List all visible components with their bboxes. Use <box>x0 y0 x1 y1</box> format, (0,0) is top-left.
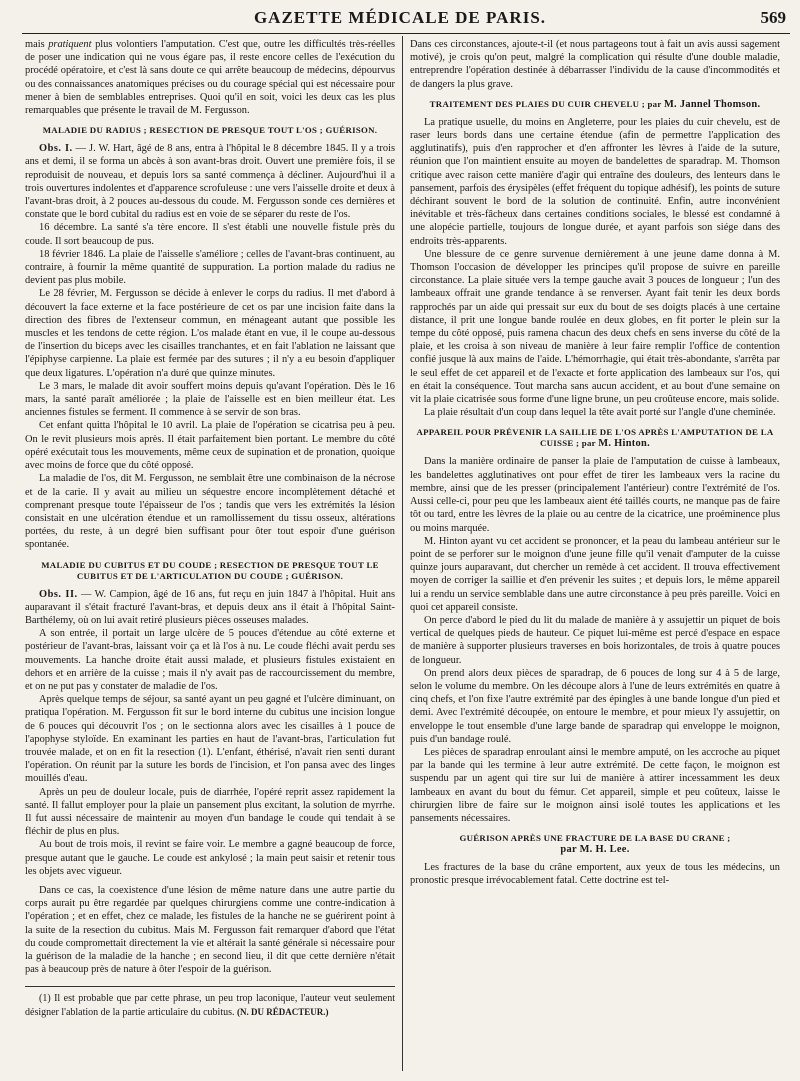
heading-skull-fracture: GUÉRISON APRÈS UNE FRACTURE DE LA BASE DU CRANE ; par M. H. Lee. <box>459 833 731 856</box>
heading-cubitus: MALADIE DU CUBITUS ET DU COUDE ; RESECTION DE PRESQUE TOUT LE CUBITUS ET DE L'ARTICULATION DU COUDE ; GUÉRISON. <box>41 559 379 581</box>
paragraph-strips: On prend alors deux pièces de sparadrap, de 6 pouces de long sur 4 à 5 de large, selon le volume du membre. On les découpe alors à l'une de leurs extrémités en quatre à cinq chefs, et l'on fixe l'autre extrémité par des épingles à une bande longue d'un pied et demi. Avec l'extrémité découpée, on entoure le membre, et pour mieux l'y assujettir, on enveloppe le tout ensemble d'une large bande de sparadrap qui enveloppe le moignon, puis d'un bandage roulé. <box>410 667 780 745</box>
paragraph-method: Dans la manière ordinaire de panser la plaie de l'amputation de cuisse à lambeaux, les bandelettes agglutinatives ont pour effet de tirer les lambeaux vers la racine du membre, ainsi que de les presser (principalement l'antérieur) contre l'extrémité de l'os. Aussi celle-ci, pour peu que les lambeaux aient été taillés courts, ne manque pas de faire tôt ou tard, entre les lèvres de la plaie ou au centre de la cicatrice, une proéminence plus ou moins marquée. <box>410 456 780 534</box>
footnote-signature: (N. DU RÉDACTEUR.) <box>237 1006 329 1017</box>
footnote: (1) Il est probable que par cette phrase, un peu trop laconique, l'auteur veut seulement désigner l'ablation de la partie articulaire du cubitus. (N. DU RÉDACTEUR.) <box>25 993 395 1018</box>
paragraph-three-months: Au bout de trois mois, il revint se faire voir. Le membre a gagné beaucoup de force, presque autant que le gauche. Le coude est ankylosé ; la main peut saisir et retenir tous les objets avec vigueur. <box>25 839 395 877</box>
paragraph-case: Une blessure de ce genre survenue dernièrement à une jeune dame donna à M. Thomson l'occasion de développer les principes qu'il propose de suivre en pareille circonstance. La plaie située vers la tempe gauche avait 3 pouces de longueur ; l'un des lambeaux offrait une grande tendance à se renverser. Ayant fait tenir les deux bords rapprochés par un aide qui pressait sur eux du bout de ses doigts placés à une certaine distance, il prit une longue bande roulée en deux globes, en fit porter le plein sur la tempe du côté opposé, puis ramena chacun des deux chefs en sens inverse du côté de la plaie, et les croisa à son niveau de manière à leur faire remplir l'office de contention confié jusque là aux mains de l'aide. L'hémorrhagie, qui était très-abondante, s'arrêta par le seul effet de cet appareil et de l'exacte et forte application des lambeaux sur l'os, qui en était la conséquence. Tout marcha sans aucun accident, et au bout d'une semaine on vit la plaie cicatrisée sous forme d'une ligne brune, un peu croûteuse encore, mais solide. <box>410 248 780 406</box>
journal-title: GAZETTE MÉDICALE DE PARIS. <box>253 8 547 27</box>
observation-1: Obs. I. — J. W. Hart, âgé de 8 ans, entra à l'hôpital le 8 décembre 1845. Il y a trois ans et demi, il se forma un abcès à son avant-bras droit. Ouvert une première fois, il se reproduisit de nouveau, et depuis lors sa santé commença à décliner. Aujourd'hui il a trois ouvertures indolentes et d'apparence scrofuleuse : une vers l'aisselle droite et deux à l'avant-bras droit, à 2 pouces au-dessous du coude. M. Fergusson sonde ces dernières et constate que le bord cubital du radius est en voie de se séparer du reste de l'os. <box>25 143 395 221</box>
footnote-rule <box>25 986 395 987</box>
paragraph-after-fever: Après un peu de douleur locale, puis de diarrhée, l'opéré reprit assez rapidement la santé. Il fallut employer pour la plaie un pansement plus excitant, la solution de myrrhe. Il fut aussi nécessaire de maintenir au moyen d'un bandage le coude qui tendait à se fléchir de plus en plus. <box>25 786 395 838</box>
paragraph-bed-foot: On perce d'abord le pied du lit du malade de manière à y assujettir un piquet de bois vertical de quelques pieds de hauteur. Ce piquet lui-même est percé d'espace en espace de manière à supporter plusieurs traverses en bois horizontales, de trois à quatre pouces de longueur. <box>410 614 780 666</box>
intro-paragraph: mais pratiquent plus volontiers l'amputation. C'est que, outre les difficultés très-réelles de poser une indication qui ne vous égare pas, il reste encore celles de l'exécution du procédé opératoire, et c'est là sans doute ce qui arrête beaucoup de médecins, dépourvus ou des connaissances anatomiques précises ou du courage spécial qui est nécessaire pour mener à bien de semblables entreprises. Quoi qu'il en soit, voici les deux cas les plus remarquables que présente le travail de M. Fergusson. <box>25 39 395 117</box>
paragraph-practice: La pratique usuelle, du moins en Angleterre, pour les plaies du cuir chevelu, est de raser leurs bords dans une certaine étendue (afin de permettre l'application des agglutinatifs), puis d'en rapprocher et d'en affronter les lèvres à l'aide de la suture, réunion que l'on maintient ensuite au moyen de bandelettes de sparadrap. M. Thomson critique avec raison cette manière d'agir qui entraîne des douleurs, des lenteurs dans le pansement, parfois des érysipèles (effet fréquent du topique adhésif), les points de suture déchirant souvent le bord de la solution de continuité. Enfin, autre inconvénient inévitable et très-fâcheux dans certaines conditions sociales, le blessé est condamné à une alopécie partielle, toujours de longue durée, et ayant parfois son siége dans des endroits très-apparents. <box>410 116 780 247</box>
paragraph-feb18: 18 février 1846. La plaie de l'aisselle s'améliore ; celles de l'avant-bras continuent, au contraire, à fournir la même quantité de suppuration. La portion malade du radius ne devient pas plus mobile. <box>25 248 395 287</box>
left-column <box>25 38 395 1073</box>
paragraph-continuation: Dans ces circonstances, ajoute-t-il (et nous partageons tout à fait un avis aussi sagement motivé), je crois qu'on peut, malgré la complication qui résulte d'une double maladie, entreprendre l'opération destinée à débarrasser l'individu de la cause d'incommodités et de dangers la plus grave. <box>410 39 780 90</box>
paragraph-december: 16 décembre. La santé s'a tère encore. Il s'est établi une nouvelle fistule près du coude. Il sort beaucoup de pus. <box>25 222 395 247</box>
paragraph-wound: La plaie résultait d'un coup dans lequel la tête avait porté sur l'angle d'une cheminée. <box>424 407 776 419</box>
paragraph-left-hospital: Cet enfant quitta l'hôpital le 10 avril. La plaie de l'opération se cicatrisa peu à peu. On le revit plusieurs mois après. Il était parfaitement bien portant. Le membre du côté opéré exécutait tous les mouvements, même ceux de supination et de pronation, quoique avec moins de force que du côté opposé. <box>25 420 395 472</box>
heading-scalp: TRAITEMENT DES PLAIES DU CUIR CHEVELU ; par M. Jannel Thomson. <box>429 98 761 110</box>
paragraph-mar3: Le 3 mars, le malade dit avoir souffert moins depuis qu'avant l'opération. Dès le 16 mars, la santé paraît améliorée ; la plaie de l'aisselle est en bien meilleur état. Les anciennes fistules se ferment. Il commence à se servir de son bras. <box>25 380 395 419</box>
paragraph-rolled: Les pièces de sparadrap enroulant ainsi le membre amputé, on les accroche au piquet par la bande qui les termine à leur autre extrémité. De cette façon, le moignon est suspendu par un agent qui tire sur lui de manière à attirer incessamment les deux lambeaux en avant du bout du fémur. Cet appareil, simple et peu coûteux, laisse le chirurgien libre de faire sur le moignon ainsi isolé toutes les applications et les pansements nécessaires. <box>410 746 780 824</box>
page-header <box>0 8 800 34</box>
observation-2: Obs. II. — W. Campion, âgé de 16 ans, fut reçu en juin 1847 à l'hôpital. Huit ans auparavant il s'était fracturé l'avant-bras, et depuis deux ans il était à l'hôpital Saint-Barthélemy, où on lui avait retiré plusieurs pièces osseuses malades. <box>25 588 395 626</box>
paragraph-feb28: Le 28 février, M. Fergusson se décide à enlever le corps du radius. Il met d'abord à découvert la face externe et la face postérieure de cet os par une incision faite dans la direction des fibres de l'extenseur commun, en ménageant autant que possible les muscles et les tendons de cette région. L'os malade étant en vue, il le coupe au-dessous de l'insertion du biceps avec les cisailles tranchantes, et en fait l'ablation ne laissant que l'épiphyse carpienne. La plaie est fermée par des sutures ; il n'y a eu besoin d'appliquer que deux ligatures. L'opération n'a duré que quinze minutes. <box>25 288 395 379</box>
paragraph-malady: La maladie de l'os, dit M. Fergusson, ne semblait être une combinaison de la nécrose et de la carie. Il y avait au milieu un séquestre encore incomplètement détaché et comprenant presque toute l'épaisseur de l'os ; tandis que vers les extrémités la lésion consistait en une ulcération étendue et un ramollissement du tissu osseux, altérations portées, du reste, à un degré bien suffisant pour ôter tout espoir d'une guérison spontanée. <box>25 473 395 551</box>
heading-radius: MALADIE DU RADIUS ; RESECTION DE PRESQUE TOUT L'OS ; GUÉRISON. <box>42 125 378 136</box>
column-divider <box>402 36 403 1071</box>
paragraph-coexistence: Dans ce cas, la coexistence d'une lésion de même nature dans une autre partie du corps aurait pu être regardée par quelques chirurgiens comme une contre-indication à l'opération ; et en effet, chez ce malade, les fistules de la hanche ne se guérirent point à la suite de la resection du cubitus. Mais M. Fergusson fait remarquer d'abord que l'état du coude compromettait directement la vie et altérait la santé générale si nécessaire pour la guérison de la maladie de la hanche ; en second lieu, il dit que cette dernière n'était pas à beaucoup près de nature à ôter l'espoir de la guérison. <box>25 884 395 976</box>
heading-amputation: APPAREIL POUR PRÉVENIR LA SAILLIE DE L'OS APRÈS L'AMPUTATION DE LA CUISSE ; par M. Hinton. <box>416 427 774 450</box>
header-rule <box>22 33 790 34</box>
paragraph-hinton: M. Hinton ayant vu cet accident se prononcer, et la peau du lambeau antérieur sur le point de se perforer sur le moignon d'une jeune fille qu'il venait d'amputer de la cuisse quinze jours auparavant, dut chercher un remède à cet accident. Il trouva effectivement moyen de corriger la saillie et d'en prévenir les suites ; et depuis lors, le même appareil lui a rendu un service semblable dans une autre circonstance à peu près pareille. Voici en quoi cet appareil consiste. <box>410 535 780 613</box>
paragraph-last: Les fractures de la base du crâne emportent, aux yeux de tous les médecins, un pronostic presque irrévocablement fatal. Cette doctrine est tel- <box>410 862 780 887</box>
right-column <box>410 38 780 1073</box>
paragraph-admission: A son entrée, il portait un large ulcère de 5 pouces d'étendue au côté externe et postérieur de l'avant-bras, laissant voir ça et là l'os à nu. Le coude fléchi avait perdu ses mouvements. La hanche droite était aussi malade, et plusieurs fistules existaient en dehors et en arrière de la cuisse ; mais il n'y avait pas de raccourcissement du membre, et on ne put pas y constater de maladie de l'os. <box>25 628 395 692</box>
paragraph-after-stay: Après quelque temps de séjour, sa santé ayant un peu gagné et l'ulcère diminuant, on pratiqua l'opération. M. Fergusson fit sur le bord interne du cubitus une incision longue de 6 pouces qui découvrit l'os ; on le sectionna alors avec les cisailles à 1 pouce de l'apophyse styloïde. En examinant les parties en haut de l'avant-bras, l'articulation fut trouvée malade, et on en fit la resection (1). L'enfant, éthérisé, n'avait rien senti durant l'opération. On réunit par la suture les bords de l'incision, et l'on pansa avec des linges mouillés d'eau. <box>25 694 395 785</box>
page-number: 569 <box>760 8 786 27</box>
